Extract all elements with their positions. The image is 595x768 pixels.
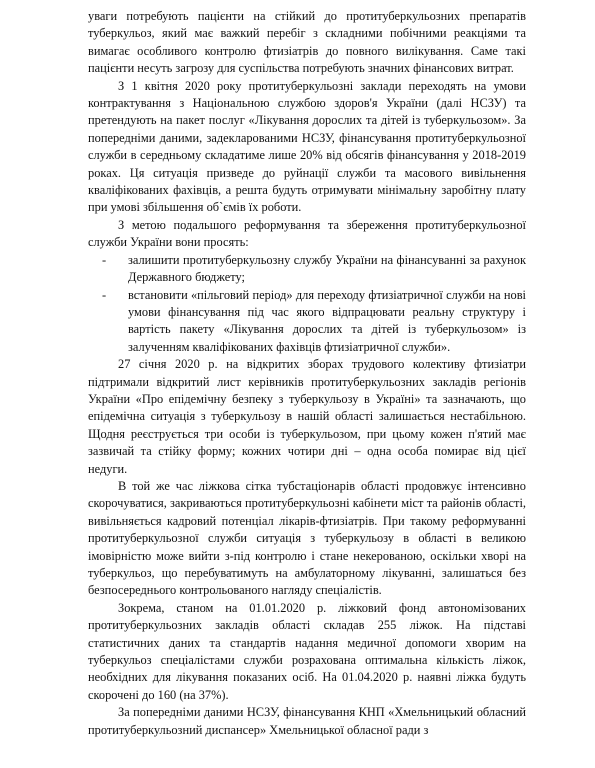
paragraph-funding-knp: За попередніми даними НСЗУ, фінансування КНП «Хмельницький обласний протитуберкульозний диспансер» Хмельницької обласної ради з bbox=[88, 705, 526, 737]
bullet-dash: - bbox=[102, 252, 107, 267]
paragraph-patients-risk: уваги потребують пацієнти на стійкий до протитуберкульозних препаратів туберкульоз, який має важкий перебіг з складними побічними реакціями та вимагає особливого контролю фтизіатрів до повного вилікування. Саме такі пацієнти несуть загрозу для суспільства потребують значних фінансових витрат. bbox=[88, 9, 526, 76]
paragraph-bed-fund: Зокрема, станом на 01.01.2020 р. ліжковий фонд автономізованих протитуберкульозних закладів області складав 255 ліжок. На підставі статистичних даних та стандартів надання медичної допомоги хворим на туберкульоз спеціалістами служби розрахована оптимальна кількість ліжок, необхідних для лікування показаних осіб. На 01.04.2020 р. наявні ліжка будуть скорочені до 160 (на 37%). bbox=[88, 600, 526, 702]
list-item bbox=[88, 287, 526, 357]
document-page bbox=[88, 8, 526, 739]
paragraph-january-meeting: 27 січня 2020 р. на відкритих зборах трудового колективу фтизіатри підтримали відкритий лист керівників протитуберкульозних закладів регіонів України «Про епідемічну безпеку з туберкульозу в Україні» та зазначають, що епідемічна ситуація з туберкульозу в нашій області залишається нестабільною. Щодня реєструється три особи із туберкульозом, при цьому кожен п'ятий має зазвичай та стійку форму; кожних чотири дні – одна особа помирає від цієї недуги. bbox=[88, 357, 526, 476]
paragraph-requests-intro: З метою подальшого реформування та збереження протитуберкульозної служби України вони просять: bbox=[88, 217, 526, 250]
paragraph-bed-network: В той же час ліжкова сітка тубстаціонарів області продовжує інтенсивно скорочуватися, закриваються протитуберкульозні кабінети міст та районів області, вивільняється кадровий потенціал лікарів-фтизіатрів. При такому реформуванні протитуберкульозної служби ситуація з туберкульозу в області в великою імовірністю може вийти з-під контролю і стане некерованою, оскільки хворі на туберкульоз, що перебуватимуть на амбулаторному лікуванні, залишаться без безпосереднього контрольованого нагляду спеціалістів. bbox=[88, 478, 526, 598]
requests-list bbox=[88, 252, 526, 356]
bullet-dash: - bbox=[102, 287, 107, 302]
list-item-text: залишити протитуберкульозну службу України на фінансуванні за рахунок Державного бюджету; bbox=[128, 252, 526, 285]
paragraph-contracting-nhsu: З 1 квітня 2020 року протитуберкульозні заклади переходять на умови контрактування з Національною службою здоров'я України (далі НСЗУ) та претендують на пакет послуг «Лікування дорослих та дітей із туберкульозом». За попередніми даними, задекларованими НСЗУ, фінансування протитуберкульозної служби в середньому складатиме лише 20% від обсягів фінансування у 2018-2019 роках. Ця ситуація призведе до руйнації служби та масового вивільнення кваліфікованих фахівців, а решта будуть отримувати мінімальну заробітну плату при умові збільшення об`ємів їх роботи. bbox=[88, 78, 526, 215]
list-item-text: встановити «пільговий період» для переходу фтизіатричної служби на нові умови фінансування під час якого відпрацювати реальну структуру і вартість пакету «Лікування дорослих та дітей із туберкульозом» із залученням кваліфікованих фахівців фтизіатричної служби». bbox=[128, 287, 526, 354]
list-item bbox=[88, 252, 526, 287]
